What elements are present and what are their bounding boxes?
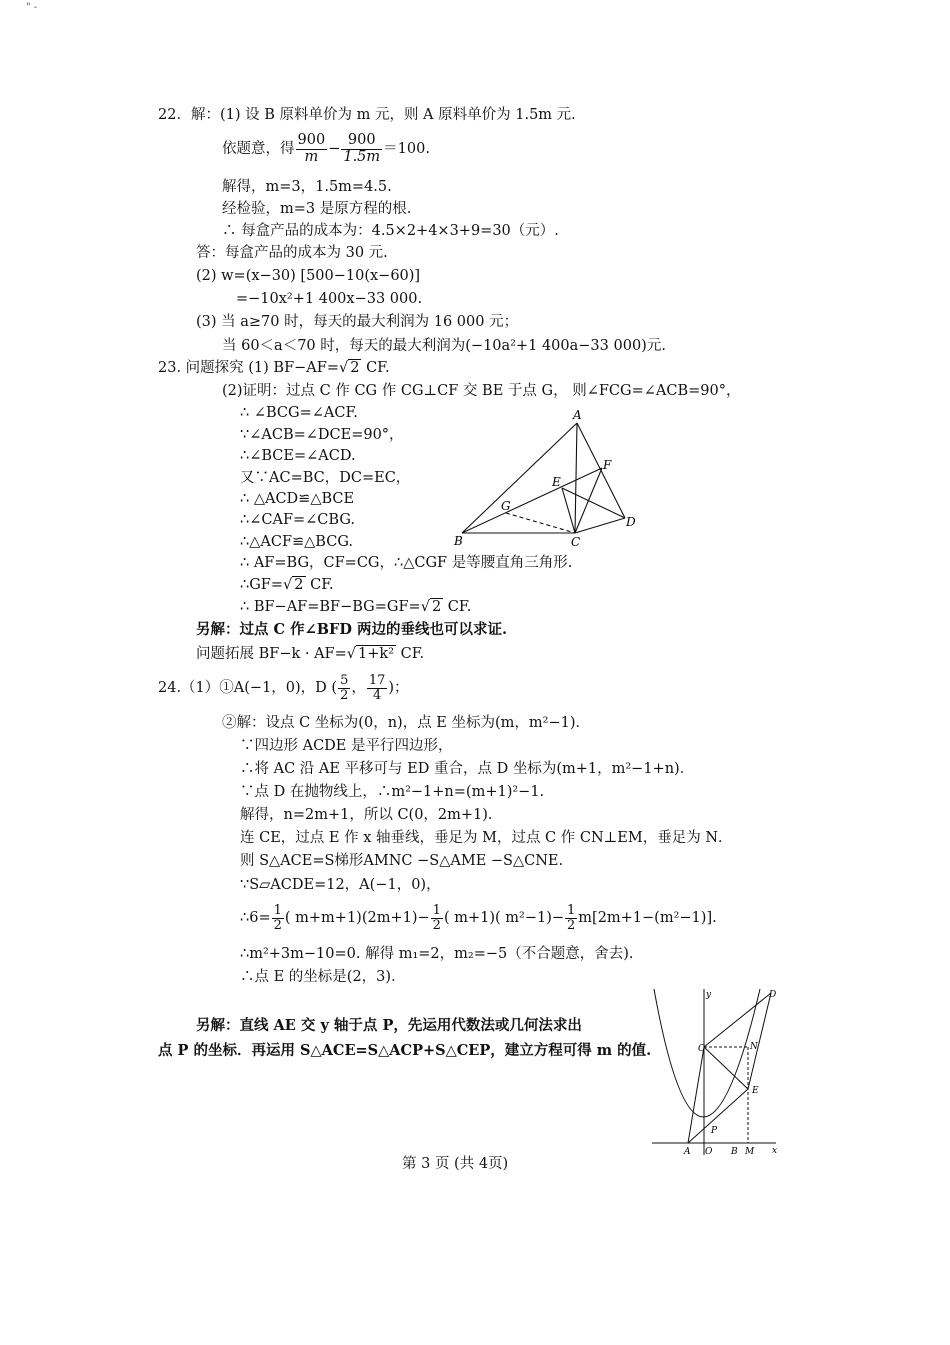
q23-line-2: (2)证明：过点 C 作 CG 作 CG⊥CF 交 BE 于点 G， 则∠FCG=∠ACB=90°， [222,383,741,399]
q22-line-9: (3) 当 a≥70 时，每天的最大利润为 16 000 元； [196,314,519,330]
q23-line-12-post: CF. [443,599,472,615]
frac-denominator: 2 [432,917,441,933]
fig-label-n: N [750,1042,758,1052]
fig-label-p: P [711,1126,718,1136]
q24-line-7: 连 CE，过点 E 作 x 轴垂线，垂足为 M，过点 C 作 CN⊥EM，垂足为 N． [240,830,733,846]
q24-line-1-pre: 24.（1）①A(−1，0)，D ( [158,680,338,696]
q24-line-9: ∵S▱ACDE=12，A(−1，0)， [240,877,441,893]
frac-denominator: 2 [340,687,349,703]
fig-label-d: D [769,990,777,1000]
q24-line-1-post: )； [388,680,409,696]
q23-line-14-pre: 问题拓展 BF−k · AF= [196,646,347,662]
minus-sign: − [328,141,341,157]
q22-line-6: 答：每盒产品的成本为 30 元. [196,245,388,261]
sqrt: √ 1+k² [346,646,395,662]
q23-line-3: ∴ ∠BCG=∠ACF. [240,405,358,421]
q22-line-5: ∴ 每盒产品的成本为：4.5×2+4×3+9=30（元）. [222,223,559,239]
frac-numerator: 900 [341,133,382,149]
q23-line-1 [158,358,390,378]
frac-numerator: 1 [432,902,441,918]
q24-line-10-part-a: ( m+m+1)(2m+1)− [284,910,430,926]
frac-denominator: 2 [273,917,282,933]
q23-line-14-post: CF. [396,646,425,662]
q24-line-1 [158,672,409,704]
q24-line-14: 点 P 的坐标．再运用 S△ACE=S△ACP+S△CEP，建立方程可得 m 的值. [158,1042,652,1059]
q23-line-11-post: CF. [305,577,334,593]
q24-line-12: ∴点 E 的坐标是(2，3)． [240,969,406,985]
fig-label-e: E [752,1086,759,1096]
sqrt-radicand: 1+k² [358,646,395,662]
q22-line-3: 解得，m=3，1.5m=4.5. [222,179,392,195]
q23-line-1-pre: 23. 问题探究 (1) BF−AF= [158,360,339,376]
sqrt-radicand: 2 [350,360,360,376]
page-footer: 第 3 页 (共 4页) [402,1156,509,1172]
q24-line-6: 解得，n=2m+1，所以 C(0，2m+1)． [240,807,503,823]
q23-line-9: ∴△ACF≌△BCG. [240,534,353,550]
q23-line-8: ∴∠CAF=∠CBG. [240,512,355,528]
q23-line-10: ∴ AF=BG，CF=CG，∴△CGF 是等腰直角三角形. [240,555,573,571]
frac-numerator: 5 [340,672,349,688]
q22-line-4: 经检验，m=3 是原方程的根. [222,201,412,217]
frac-numerator: 1 [273,902,282,918]
sqrt: √ 2 [420,599,442,615]
q23-line-7: ∴ △ACD≌△BCE [240,491,355,507]
q23-line-13: 另解：过点 C 作∠BFD 两边的垂线也可以求证. [196,621,508,638]
frac-denominator: 2 [567,917,576,933]
q23-line-12 [240,597,471,617]
fig-label-a: A [573,408,582,422]
q23-line-1-post: CF. [361,360,390,376]
corner-mark: " - [26,2,38,13]
frac-denominator: m [304,148,319,165]
q24-line-4: ∴将 AC 沿 AE 平移可与 ED 重合，点 D 坐标为(m+1，m²−1+n)． [240,761,695,777]
frac-numerator: 900 [297,132,326,149]
fig-label-b: B [454,534,463,548]
q22-line-8: =−10x²+1 400x−33 000. [236,291,423,307]
q22-line-1: 22．解：(1) 设 B 原料单价为 m 元，则 A 原料单价为 1.5m 元. [158,107,576,123]
q24-parabola-figure [648,985,780,1160]
sqrt-radicand: 2 [431,599,442,615]
sqrt-radicand: 2 [294,577,304,593]
q24-line-11: ∴m²+3m−10=0. 解得 m₁=2，m₂=−5（不合题意，舍去). [240,946,634,962]
fig-label-o: O [705,1147,713,1157]
q24-line-8: 则 S△ACE=S梯形AMNC −S△AME −S△CNE. [240,853,564,869]
q22-line-2-post: ＝100. [383,141,430,157]
fig-label-a: A [684,1147,691,1157]
q24-line-3: ∵四边形 ACDE 是平行四边形， [240,738,453,754]
fig-label-m: M [745,1147,755,1157]
fig-label-g: G [501,499,511,513]
q24-line-13: 另解：直线 AE 交 y 轴于点 P，先运用代数法或几何法求出 [196,1017,582,1034]
q23-line-5: ∴∠BCE=∠ACD. [240,448,356,464]
q22-line-10: 当 60＜a＜70 时，每天的最大利润为(−10a²+1 400a−33 000)元. [222,338,666,354]
q24-line-10 [240,902,717,934]
fig-label-c: C [698,1044,705,1054]
fig-label-b: B [731,1147,738,1157]
q22-line-7: (2) w=(x−30) [500−10(x−60)] [196,268,421,284]
q23-line-6: 又∵AC=BC，DC=EC， [240,470,411,486]
q23-line-11-pre: ∴GF= [240,577,284,593]
q22-line-2-pre: 依题意，得 [222,141,295,157]
q24-line-5: ∵点 D 在抛物线上，∴m²−1+n=(m+1)²−1. [240,784,545,800]
fig-label-c: C [571,535,581,549]
q22-line-2 [222,133,430,165]
q23-line-4: ∵∠ACB=∠DCE=90°， [240,427,404,443]
q23-line-12-pre: ∴ BF−AF=BF−BG=GF= [240,599,421,615]
fig-label-d: D [626,515,636,529]
sqrt: √ 2 [283,577,304,593]
frac-denominator: 4 [372,687,382,703]
q23-line-11 [240,575,334,595]
q24-line-2: ②解：设点 C 坐标为(0，n)，点 E 坐标为(m，m²−1)． [222,715,590,731]
q24-line-10-part-c: m[2m+1−(m²−1)]. [578,910,717,926]
frac-numerator: 17 [368,672,386,688]
q24-line-10-part-b: ( m+1)( m²−1)− [443,910,564,926]
fig-label-e: E [552,475,561,489]
q23-line-14 [196,644,424,664]
frac-denominator: 1.5m [343,148,381,165]
q23-triangle-figure [440,405,650,555]
frac-numerator: 1 [567,902,576,918]
q24-line-10-pre: ∴6= [240,910,271,926]
fig-label-f: F [603,458,612,472]
sqrt: √ 2 [338,360,360,376]
fig-label-y: y [706,990,712,1000]
comma: ， [351,680,366,696]
fig-label-x: x [772,1146,778,1156]
